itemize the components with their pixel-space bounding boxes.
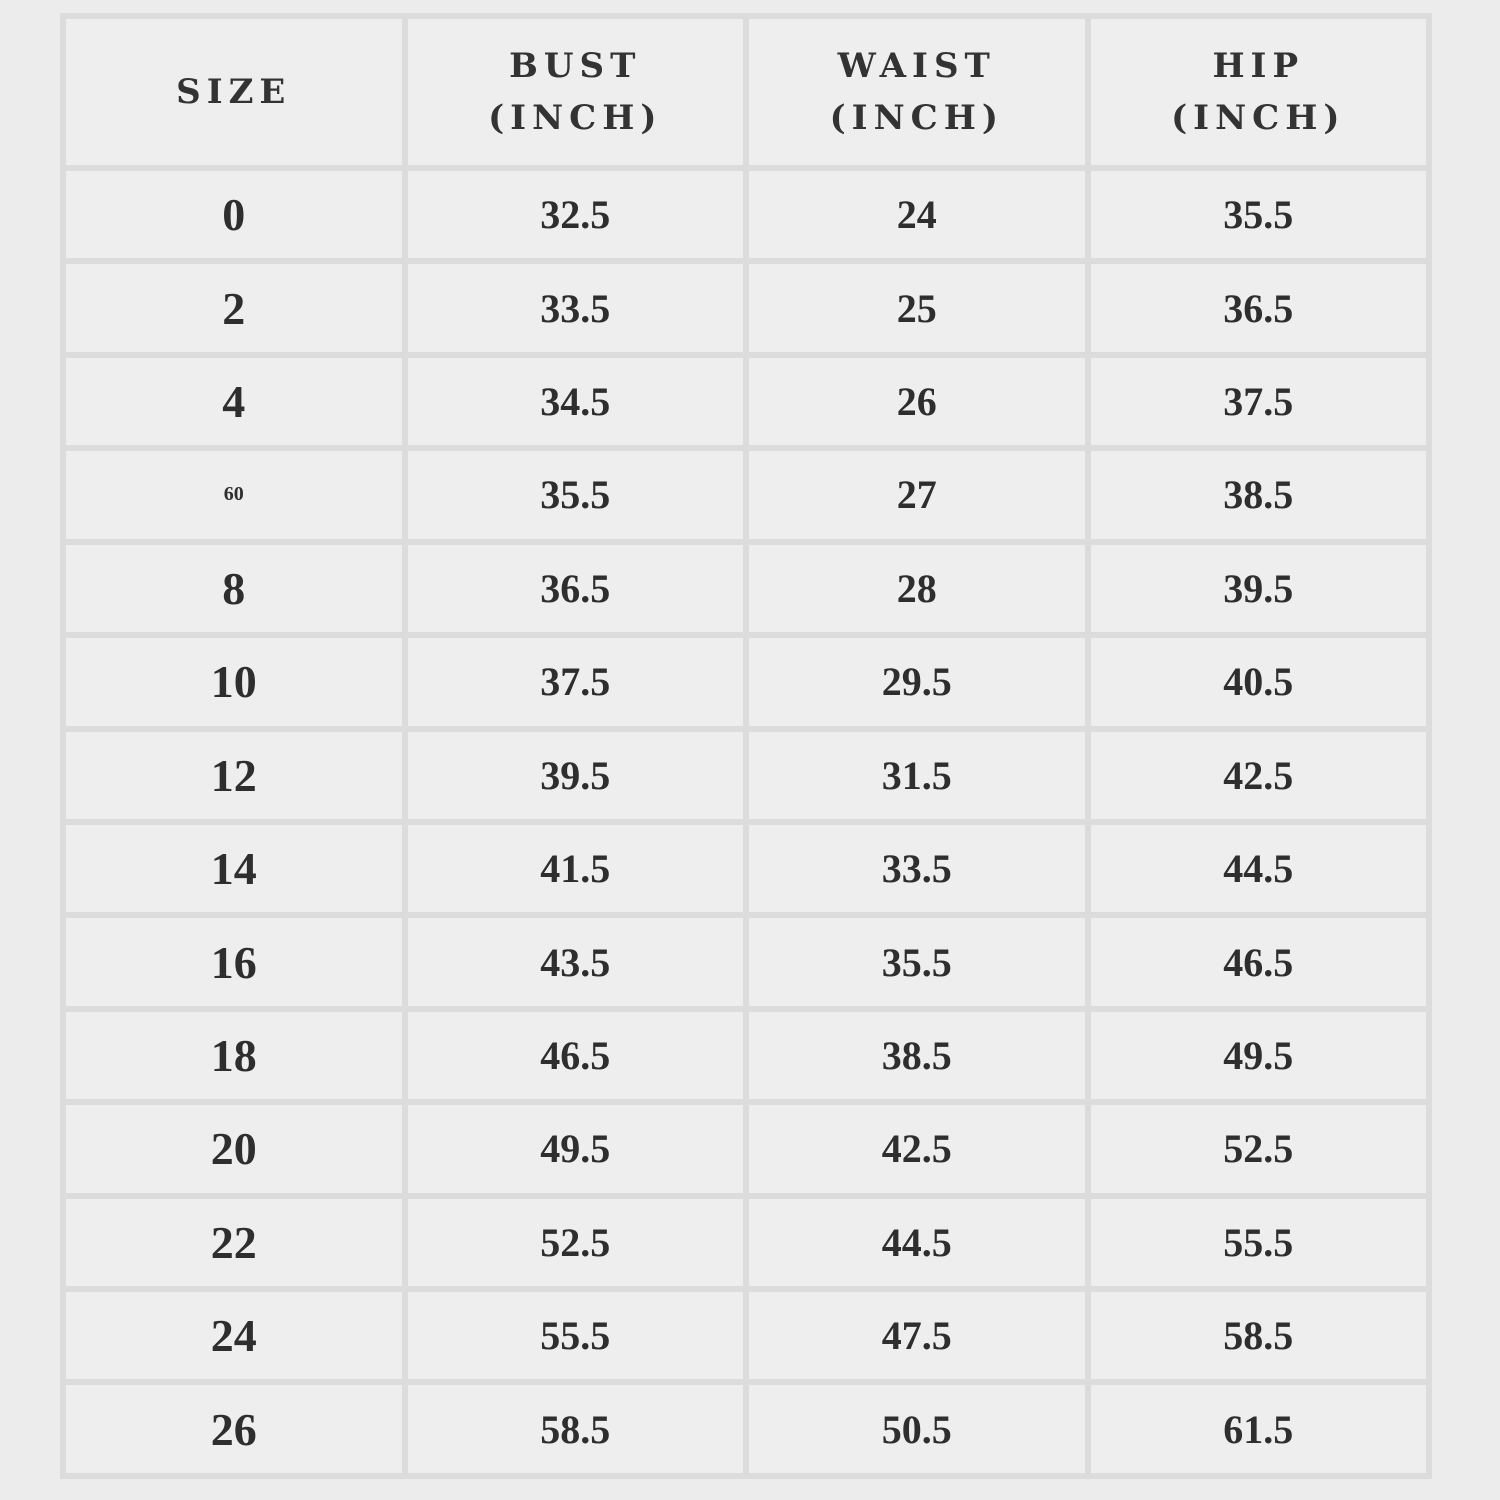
table-row xyxy=(66,732,1426,819)
waist-cell: 33.5 xyxy=(749,825,1085,912)
size-cell: 20 xyxy=(66,1105,402,1192)
table-row xyxy=(66,545,1426,632)
size-cell: 24 xyxy=(66,1292,402,1379)
table-row xyxy=(66,1199,1426,1286)
waist-cell: 24 xyxy=(749,171,1085,258)
header-row xyxy=(66,19,1426,165)
table-row xyxy=(66,171,1426,258)
size-cell: 18 xyxy=(66,1012,402,1099)
hip-cell: 37.5 xyxy=(1091,358,1427,445)
header-size xyxy=(66,19,402,165)
table-row xyxy=(66,1385,1426,1473)
table-row xyxy=(66,358,1426,445)
bust-cell: 37.5 xyxy=(408,638,744,725)
bust-cell: 36.5 xyxy=(408,545,744,632)
hip-cell: 40.5 xyxy=(1091,638,1427,725)
header-waist-unit: (INCH) xyxy=(829,98,1004,138)
table-body xyxy=(66,171,1426,1473)
size-cell: 60 xyxy=(66,451,402,538)
size-cell: 8 xyxy=(66,545,402,632)
bust-cell: 35.5 xyxy=(408,451,744,538)
table-row xyxy=(66,918,1426,1005)
header-waist-label: WAIST xyxy=(837,46,996,86)
waist-cell: 44.5 xyxy=(749,1199,1085,1286)
waist-cell: 28 xyxy=(749,545,1085,632)
hip-cell: 35.5 xyxy=(1091,171,1427,258)
waist-cell: 31.5 xyxy=(749,732,1085,819)
waist-cell: 29.5 xyxy=(749,638,1085,725)
bust-cell: 39.5 xyxy=(408,732,744,819)
table-row xyxy=(66,1105,1426,1192)
table-row xyxy=(66,638,1426,725)
header-bust xyxy=(408,19,744,165)
table-row xyxy=(66,825,1426,912)
size-cell: 12 xyxy=(66,732,402,819)
size-cell: 0 xyxy=(66,171,402,258)
hip-cell: 55.5 xyxy=(1091,1199,1427,1286)
bust-cell: 43.5 xyxy=(408,918,744,1005)
waist-cell: 25 xyxy=(749,264,1085,351)
header-waist xyxy=(749,19,1085,165)
bust-cell: 55.5 xyxy=(408,1292,744,1379)
header-size-label: SIZE xyxy=(176,72,292,112)
table-row xyxy=(66,1292,1426,1379)
waist-cell: 38.5 xyxy=(749,1012,1085,1099)
waist-cell: 50.5 xyxy=(749,1385,1085,1473)
table-row xyxy=(66,264,1426,351)
hip-cell: 39.5 xyxy=(1091,545,1427,632)
size-cell: 4 xyxy=(66,358,402,445)
table-row xyxy=(66,451,1426,538)
bust-cell: 49.5 xyxy=(408,1105,744,1192)
bust-cell: 33.5 xyxy=(408,264,744,351)
size-cell: 16 xyxy=(66,918,402,1005)
hip-cell: 36.5 xyxy=(1091,264,1427,351)
hip-cell: 46.5 xyxy=(1091,918,1427,1005)
header-hip-label: HIP xyxy=(1212,46,1305,86)
size-chart xyxy=(60,13,1432,1479)
bust-cell: 34.5 xyxy=(408,358,744,445)
size-cell: 26 xyxy=(66,1385,402,1473)
table-row xyxy=(66,1012,1426,1099)
header-bust-unit: (INCH) xyxy=(488,98,663,138)
waist-cell: 35.5 xyxy=(749,918,1085,1005)
size-cell: 2 xyxy=(66,264,402,351)
hip-cell: 58.5 xyxy=(1091,1292,1427,1379)
header-hip-unit: (INCH) xyxy=(1171,98,1346,138)
bust-cell: 41.5 xyxy=(408,825,744,912)
size-cell: 14 xyxy=(66,825,402,912)
header-bust-label: BUST xyxy=(509,46,642,86)
bust-cell: 52.5 xyxy=(408,1199,744,1286)
waist-cell: 26 xyxy=(749,358,1085,445)
size-cell: 10 xyxy=(66,638,402,725)
hip-cell: 38.5 xyxy=(1091,451,1427,538)
bust-cell: 58.5 xyxy=(408,1385,744,1473)
bust-cell: 46.5 xyxy=(408,1012,744,1099)
waist-cell: 47.5 xyxy=(749,1292,1085,1379)
hip-cell: 52.5 xyxy=(1091,1105,1427,1192)
hip-cell: 61.5 xyxy=(1091,1385,1427,1473)
hip-cell: 49.5 xyxy=(1091,1012,1427,1099)
hip-cell: 44.5 xyxy=(1091,825,1427,912)
size-cell: 22 xyxy=(66,1199,402,1286)
waist-cell: 27 xyxy=(749,451,1085,538)
header-hip xyxy=(1091,19,1427,165)
hip-cell: 42.5 xyxy=(1091,732,1427,819)
size-table xyxy=(60,13,1432,1479)
bust-cell: 32.5 xyxy=(408,171,744,258)
waist-cell: 42.5 xyxy=(749,1105,1085,1192)
